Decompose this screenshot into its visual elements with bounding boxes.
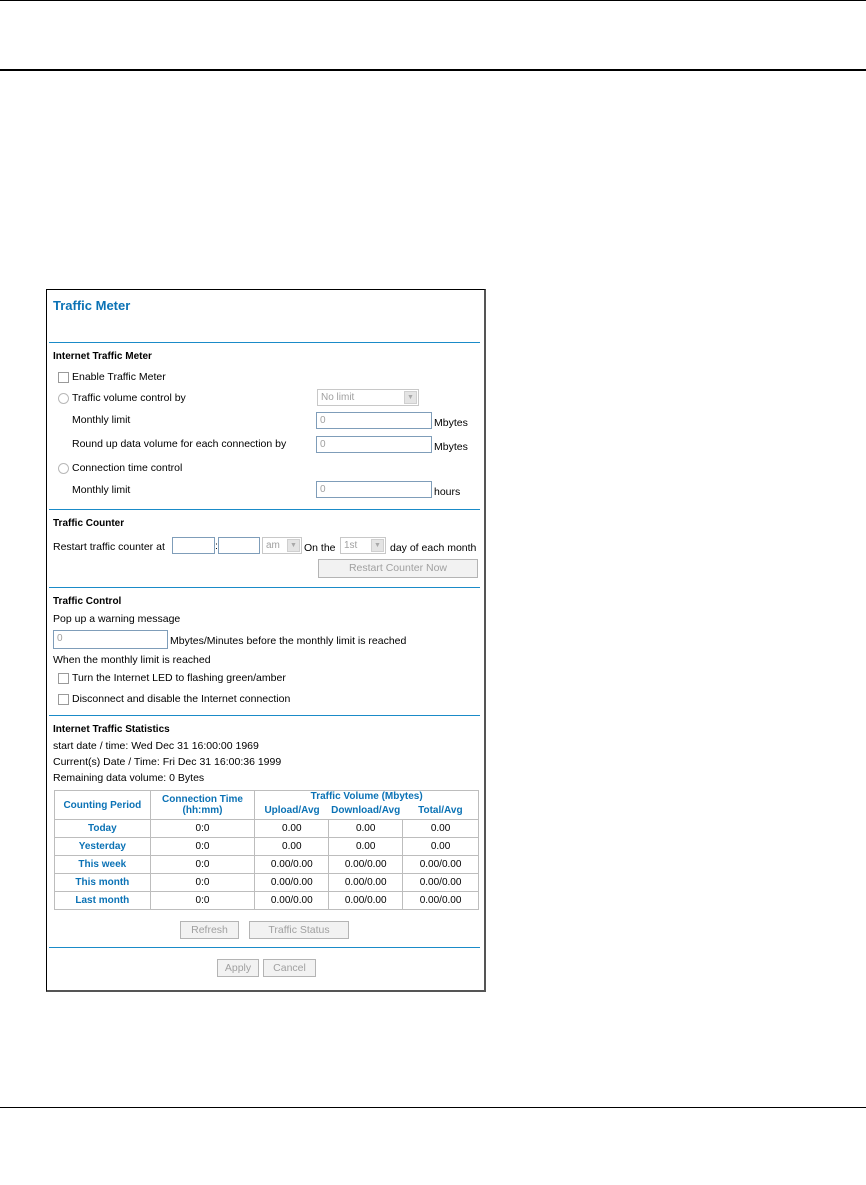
divider (49, 342, 480, 343)
page-title: Traffic Meter (53, 298, 131, 313)
on-the-label: On the (304, 542, 336, 554)
download-cell: 0.00/0.00 (329, 856, 403, 874)
traffic-volume-control-label: Traffic volume control by (72, 392, 186, 404)
day-select[interactable] (340, 537, 386, 554)
roundup-label: Round up data volume for each connection by (72, 438, 287, 450)
enable-traffic-meter-checkbox[interactable] (58, 372, 69, 383)
day-select-value: 1st (344, 540, 358, 551)
chevron-down-icon: ▼ (404, 391, 417, 404)
download-cell: 0.00 (329, 820, 403, 838)
total-cell: 0.00/0.00 (403, 892, 479, 910)
section-heading-traffic-control: Traffic Control (53, 596, 122, 607)
statistics-table (54, 790, 479, 910)
day-suffix-label: day of each month (390, 542, 477, 554)
table-row (55, 892, 479, 910)
section-heading-statistics: Internet Traffic Statistics (53, 724, 170, 735)
total-cell: 0.00 (403, 820, 479, 838)
time-cell: 0:0 (150, 838, 255, 856)
divider (49, 587, 480, 588)
upload-cell: 0.00/0.00 (255, 856, 329, 874)
time-cell: 0:0 (150, 892, 255, 910)
traffic-volume-control-radio[interactable] (58, 393, 69, 404)
traffic-status-button[interactable]: Traffic Status (249, 921, 349, 939)
header-counting-period: Counting Period (55, 791, 151, 820)
period-cell: This month (55, 874, 151, 892)
footer-rule (0, 1107, 866, 1108)
upload-cell: 0.00 (255, 838, 329, 856)
total-cell: 0.00/0.00 (403, 874, 479, 892)
chevron-down-icon: ▼ (371, 539, 384, 552)
top-rule (0, 0, 866, 1)
restart-counter-now-button[interactable]: Restart Counter Now (318, 559, 478, 578)
disconnect-checkbox[interactable] (58, 694, 69, 705)
restart-counter-label: Restart traffic counter at (53, 541, 165, 553)
upload-cell: 0.00/0.00 (255, 892, 329, 910)
upload-cell: 0.00/0.00 (255, 874, 329, 892)
period-cell: This week (55, 856, 151, 874)
volume-control-select[interactable] (317, 389, 419, 406)
header-upload: Upload/Avg (255, 802, 329, 820)
table-row (55, 874, 479, 892)
time-monthly-limit-unit: hours (434, 486, 461, 498)
apply-button[interactable]: Apply (217, 959, 259, 977)
header-total: Total/Avg (403, 802, 479, 820)
roundup-unit: Mbytes (434, 441, 468, 453)
when-limit-reached-label: When the monthly limit is reached (53, 654, 211, 666)
refresh-button[interactable]: Refresh (180, 921, 239, 939)
time-colon: : (215, 540, 218, 552)
download-cell: 0.00/0.00 (329, 874, 403, 892)
chevron-down-icon: ▼ (287, 539, 300, 552)
upload-cell: 0.00 (255, 820, 329, 838)
total-cell: 0.00 (403, 838, 479, 856)
popup-warning-suffix: Mbytes/Minutes before the monthly limit is reached (170, 635, 407, 647)
header-traffic-volume: Traffic Volume (Mbytes) (255, 791, 479, 803)
connection-time-control-radio[interactable] (58, 463, 69, 474)
popup-warning-label: Pop up a warning message (53, 613, 181, 625)
section-heading-internet-traffic-meter: Internet Traffic Meter (53, 351, 152, 362)
divider (49, 715, 480, 716)
period-cell: Yesterday (55, 838, 151, 856)
disconnect-label: Disconnect and disable the Internet connection (72, 693, 291, 705)
download-cell: 0.00 (329, 838, 403, 856)
period-cell: Last month (55, 892, 151, 910)
monthly-limit-label: Monthly limit (72, 414, 131, 426)
download-cell: 0.00/0.00 (329, 892, 403, 910)
connection-time-control-label: Connection time control (72, 462, 183, 474)
header-connection-time-unit: (hh:mm) (182, 805, 223, 816)
flash-led-checkbox[interactable] (58, 673, 69, 684)
restart-hour-input[interactable] (172, 537, 215, 554)
time-monthly-limit-input[interactable]: 0 (316, 481, 432, 498)
roundup-input[interactable]: 0 (316, 436, 432, 453)
monthly-limit-input[interactable]: 0 (316, 412, 432, 429)
time-cell: 0:0 (150, 820, 255, 838)
period-cell: Today (55, 820, 151, 838)
header-download: Download/Avg (329, 802, 403, 820)
total-cell: 0.00/0.00 (403, 856, 479, 874)
start-date-text: start date / time: Wed Dec 31 16:00:00 1969 (53, 740, 259, 752)
popup-warning-input[interactable]: 0 (53, 630, 168, 649)
monthly-limit-unit: Mbytes (434, 417, 468, 429)
time-cell: 0:0 (150, 874, 255, 892)
time-monthly-limit-label: Monthly limit (72, 484, 131, 496)
table-row (55, 856, 479, 874)
header-connection-time (150, 791, 255, 820)
table-row (55, 838, 479, 856)
remaining-volume-text: Remaining data volume: 0 Bytes (53, 772, 205, 784)
divider (49, 509, 480, 510)
flash-led-label: Turn the Internet LED to flashing green/amber (72, 672, 286, 684)
header-connection-time-label: Connection Time (162, 794, 243, 805)
cancel-button[interactable]: Cancel (263, 959, 316, 977)
divider (49, 947, 480, 948)
header-rule (0, 69, 866, 71)
ampm-select[interactable] (262, 537, 302, 554)
restart-minute-input[interactable] (218, 537, 260, 554)
time-cell: 0:0 (150, 856, 255, 874)
current-date-text: Current(s) Date / Time: Fri Dec 31 16:00:36 1999 (53, 756, 282, 768)
traffic-meter-panel (46, 289, 486, 992)
table-row (55, 820, 479, 838)
volume-control-select-value: No limit (321, 392, 355, 403)
ampm-select-value: am (266, 540, 280, 551)
section-heading-traffic-counter: Traffic Counter (53, 518, 125, 529)
enable-traffic-meter-label: Enable Traffic Meter (72, 371, 166, 383)
